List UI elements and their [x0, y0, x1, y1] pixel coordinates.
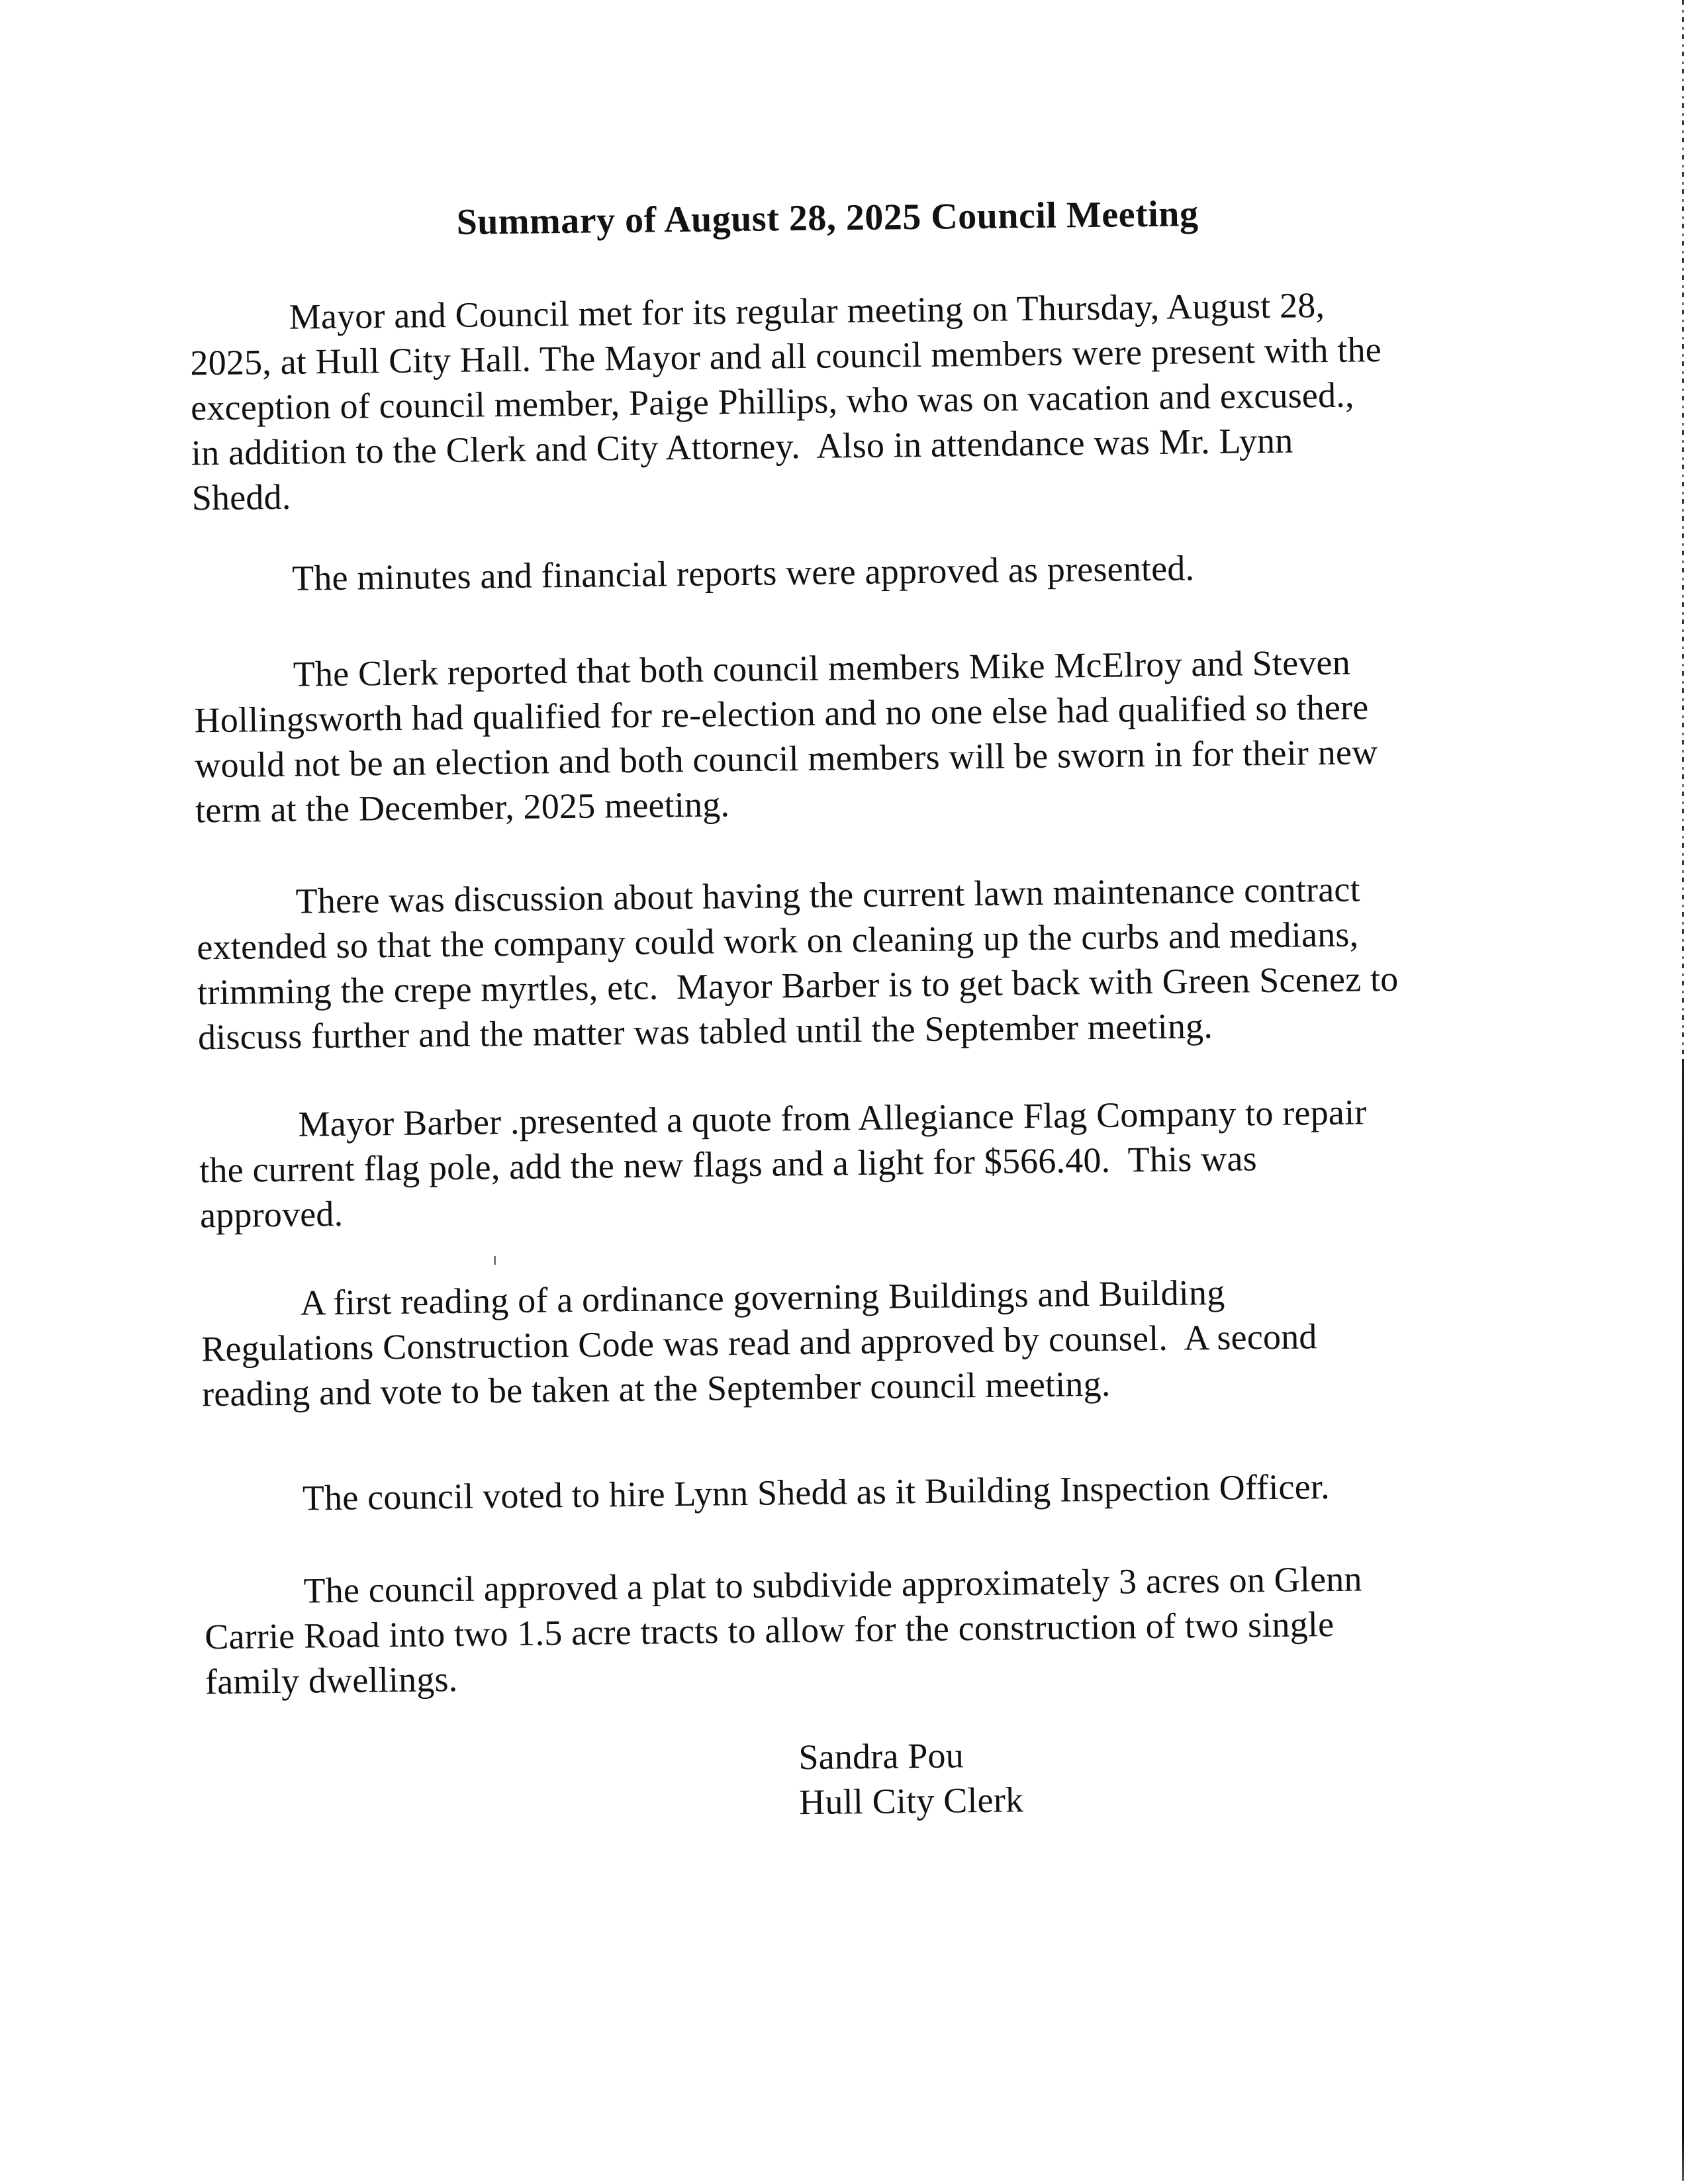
- scan-artifact-edge-line-bottom: [1682, 1059, 1684, 2181]
- paragraph-attendance: [189, 281, 1523, 521]
- text-line: in addition to the Clerk and City Attorney. Also in attendance was Mr. Lynn: [191, 420, 1293, 473]
- signature-block: [798, 1732, 1024, 1825]
- text-line: The minutes and financial reports were approved as presented.: [291, 548, 1195, 598]
- text-line: 2025, at Hull City Hall. The Mayor and all council members were present with the: [190, 330, 1382, 383]
- paragraph-plat-subdivision: [204, 1554, 1536, 1704]
- text-line: The council approved a plat to subdivide approximately 3 acres on Glenn: [303, 1559, 1362, 1611]
- signature-name: Sandra Pou: [798, 1735, 964, 1778]
- text-line: reading and vote to be taken at the September council meeting.: [201, 1363, 1111, 1414]
- text-line: Carrie Road into two 1.5 acre tracts to allow for the construction of two single: [204, 1604, 1335, 1657]
- document-content: [186, 0, 1534, 2184]
- text-line: There was discussion about having the current lawn maintenance contract: [295, 869, 1361, 921]
- text-line: Mayor and Council met for its regular meeting on Thursday, August 28,: [289, 285, 1325, 337]
- paragraph-hire-inspector: [203, 1462, 1534, 1522]
- text-line: family dwellings.: [205, 1659, 458, 1702]
- scan-artifact-edge-line-top: [1682, 0, 1684, 1059]
- text-line: extended so that the company could work on cleaning up the curbs and medians,: [197, 914, 1359, 968]
- document-title: Summary of August 28, 2025 Council Meeting: [456, 193, 1199, 243]
- text-line: the current flag pole, add the new flags and a light for $566.40. This was: [199, 1138, 1258, 1191]
- paragraph-minutes-approved: [193, 542, 1524, 602]
- text-line: A first reading of a ordinance governing Buildings and Building: [300, 1272, 1225, 1323]
- text-line: trimming the crepe myrtles, etc. Mayor Barber is to get back with Green Scenez to: [197, 958, 1399, 1013]
- text-line: approved.: [199, 1193, 344, 1236]
- paragraph-flag-quote: [199, 1088, 1530, 1238]
- paragraph-ordinance-reading: [201, 1267, 1532, 1417]
- text-line: term at the December, 2025 meeting.: [195, 784, 730, 831]
- text-line: Mayor Barber .presented a quote from Allegiance Flag Company to repair: [298, 1092, 1367, 1144]
- text-line: would not be an election and both council members will be sworn in for their new: [194, 732, 1378, 786]
- text-line: Shedd.: [191, 477, 291, 518]
- signature-title: Hull City Clerk: [798, 1780, 1024, 1823]
- text-line: exception of council member, Paige Phillips, who was on vacation and excused.,: [190, 375, 1354, 428]
- text-line: The Clerk reported that both council members Mike McElroy and Steven: [293, 642, 1351, 694]
- scan-artifact-speck: [494, 1256, 496, 1265]
- paragraph-lawn-contract: [196, 865, 1528, 1060]
- text-line: The council voted to hire Lynn Shedd as it Building Inspection Officer.: [302, 1467, 1331, 1518]
- text-line: discuss further and the matter was tabled until the September meeting.: [197, 1005, 1213, 1058]
- text-line: Regulations Construction Code was read and approved by counsel. A second: [201, 1316, 1317, 1369]
- text-line: Hollingsworth had qualified for re-election and no one else had qualified so there: [194, 687, 1369, 741]
- paragraph-reelection: [193, 638, 1526, 833]
